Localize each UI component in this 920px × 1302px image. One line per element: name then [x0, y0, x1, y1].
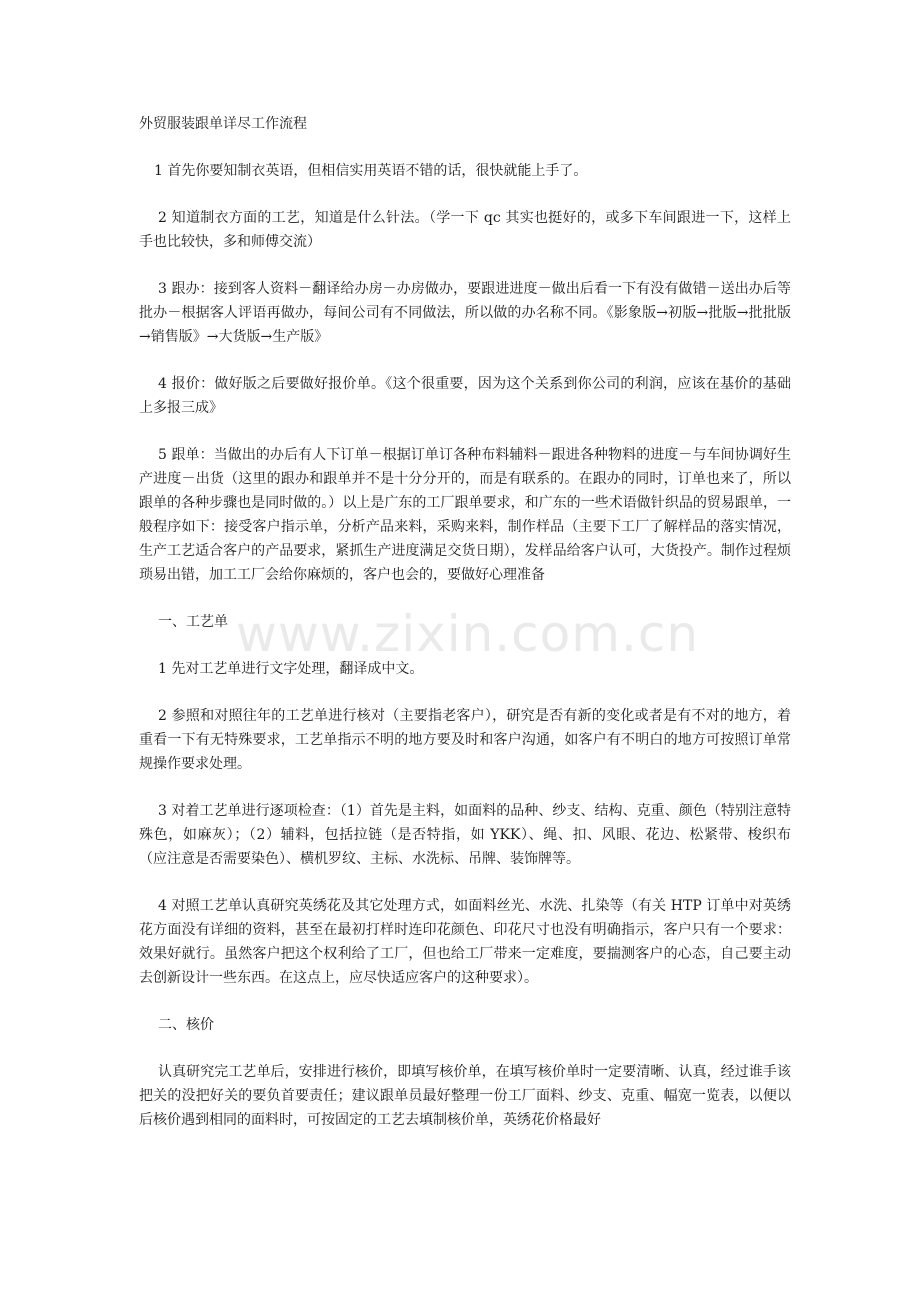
craft-paragraph-3: 3 对着工艺单进行逐项检查：（1）首先是主料，如面料的品种、纱支、结构、克重、颜色（特别注意特殊色，如麻灰）；（2）辅料，包括拉链（是否特指，如 YKK）、绳、扣、风眼、花边、松紧带、梭织布（应注意是否需要染色）、横机罗纹、主标、水洗标、吊牌、装饰牌等。: [139, 803, 791, 867]
paragraph-1: 1 首先你要知制衣英语，但相信实用英语不错的话，很快就能上手了。: [154, 163, 588, 179]
paragraph-2: 2 知道制衣方面的工艺，知道是什么针法。（学一下 qc 其实也挺好的，或多下车间跟进一下，这样上手也比较快，多和师傅交流）: [139, 210, 791, 250]
paragraph-3: 3 跟办：接到客人资料－翻译给办房－办房做办，要跟进进度－做出后看一下有没有做错－送出办后等批办－根据客人评语再做办，每间公司有不同做法，所以做的办名称不同。《影象版→初版→批版→批批版→销售版》→大货版→生产版》: [139, 281, 791, 345]
craft-paragraph-4: 4 对照工艺单认真研究英绣花及其它处理方式，如面料丝光、水洗、扎染等（有关 HTP 订单中对英绣花方面没有详细的资料，甚至在最初打样时连印花颜色、印花尺寸也没有明确指示，客户只有一个要求：效果好就行。虽然客户把这个权利给了工厂，但也给工厂带来一定难度，要揣测客户的心态，自己要主动去创新设计一些东西。在这点上，应尽快适应客户的这种要求）。: [139, 898, 791, 986]
section-heading-pricing: 二、核价: [158, 1017, 214, 1033]
craft-paragraph-2: 2 参照和对照往年的工艺单进行核对（主要指老客户），研究是否有新的变化或者是有不对的地方，着重看一下有无特殊要求，工艺单指示不明的地方要及时和客户沟通，如客户有不明白的地方可按照订单常规操作要求处理。: [139, 708, 791, 772]
paragraph-4: 4 报价：做好版之后要做好报价单。《这个很重要，因为这个关系到你公司的利润，应该在基价的基础上多报三成》: [139, 376, 791, 416]
craft-paragraph-1: 1 先对工艺单进行文字处理，翻译成中文。: [158, 661, 424, 677]
document-page: [139, 112, 791, 1155]
document-title: 外贸服装跟单详尽工作流程: [139, 116, 307, 132]
paragraph-5: 5 跟单：当做出的办后有人下订单－根据订单订各种布料辅料－跟进各种物料的进度－与车间协调好生产进度－出货（这里的跟办和跟单并不是十分分开的，而是有联系的。在跟办的同时，订单也来了，所以跟单的各种步骤也是同时做的。）以上是广东的工厂跟单要求，和广东的一些术语做针织品的贸易跟单，一般程序如下：接受客户指示单，分析产品来料，采购来料，制作样品（主要下工厂了解样品的落实情况，生产工艺适合客户的产品要求，紧抓生产进度满足交货日期），发样品给客户认可，大货投产。制作过程烦琐易出错，加工工厂会给你麻烦的，客户也会的，要做好心理准备: [139, 447, 791, 583]
section-heading-craft-sheet: 一、工艺单: [158, 614, 228, 630]
watermark: www.zixin.com.cn: [236, 605, 700, 663]
pricing-paragraph-1: 认真研究完工艺单后，安排进行核价，即填写核价单，在填写核价单时一定要清晰、认真，经过谁手该把关的没把好关的要负首要责任；建议跟单员最好整理一份工厂面料、纱支、克重、幅宽一览表，以便以后核价遇到相同的面料时，可按固定的工艺去填制核价单，英绣花价格最好: [139, 1064, 791, 1128]
